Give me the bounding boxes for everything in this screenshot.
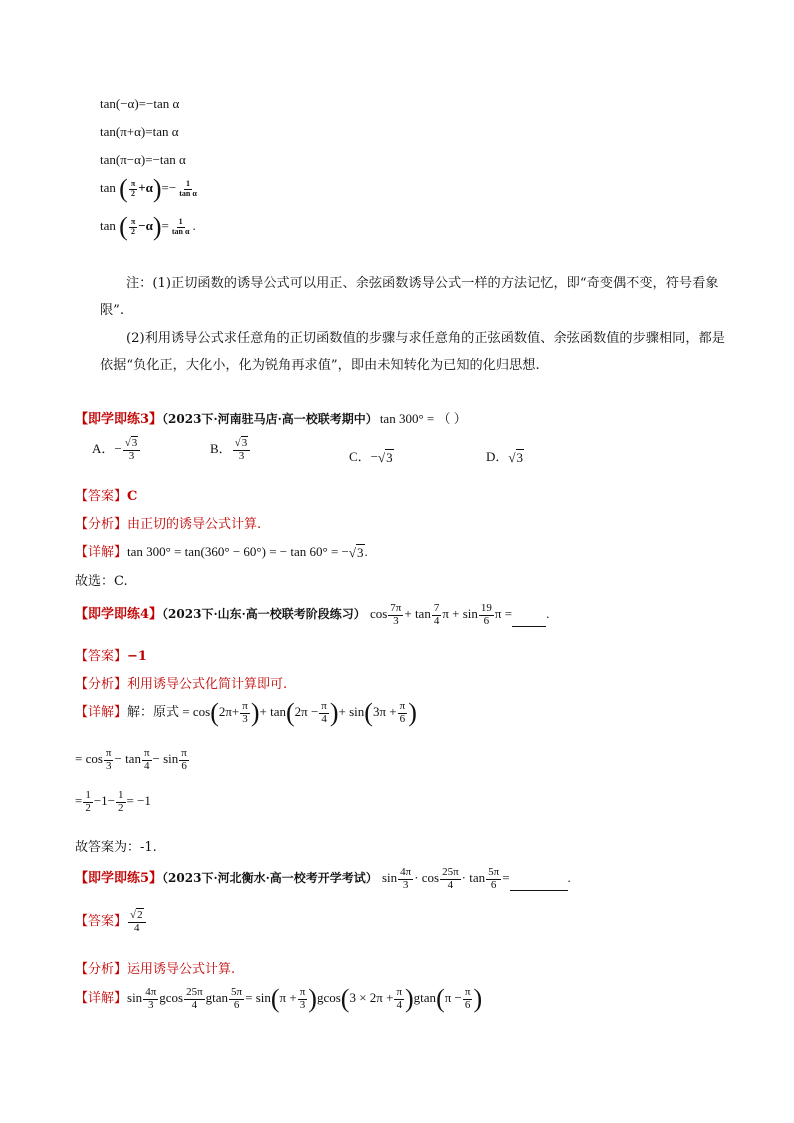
formula-inner: −α <box>138 217 153 233</box>
expr-part: = sin <box>245 989 271 1005</box>
expr-pi-sin: π + sin <box>442 606 478 622</box>
expr-part: + sin <box>338 703 365 719</box>
expr-part: − sin <box>152 751 179 767</box>
expr-part: · cos <box>414 870 440 886</box>
detail-radicand: 3 <box>357 545 364 561</box>
frac-den: 3 <box>299 998 306 1011</box>
formula-frac-den: 2 <box>131 226 135 236</box>
analysis-text: 运用诱导公式计算. <box>127 962 236 977</box>
frac-num: π <box>321 699 327 712</box>
detail-label: 【详解】 <box>75 544 128 559</box>
frac-den: 6 <box>181 759 187 772</box>
frac-den: 4 <box>447 878 454 891</box>
answer-value: C <box>127 489 138 504</box>
expr-part: gtan <box>205 989 229 1005</box>
option-radicand: 3 <box>131 437 138 449</box>
question-3-conclusion: 故选：C. <box>75 574 128 589</box>
option-den: 3 <box>128 449 135 462</box>
expr-part: = cos <box>75 751 103 767</box>
frac-num: 19 <box>480 602 492 614</box>
option-label: D． <box>486 449 509 464</box>
option-c[interactable]: C．−√3 <box>349 449 393 466</box>
question-tag: 【即学即练3】 <box>75 412 163 427</box>
detail-text: tan 300° = tan(360° − 60°) = − tan 60° = − <box>127 544 349 559</box>
expr-part: + tan <box>259 703 286 719</box>
frac-num: 7π <box>390 602 402 614</box>
frac-den: 4 <box>143 759 150 772</box>
formula-eq: =− <box>161 179 177 195</box>
analysis-label: 【分析】 <box>75 677 128 692</box>
answer-den: 4 <box>134 921 140 934</box>
expr-tan: + tan <box>404 606 431 622</box>
question-source: （2023下·山东·高一校联考阶段练习） <box>162 607 366 622</box>
option-sign: − <box>370 449 379 464</box>
frac-den: 3 <box>242 712 248 725</box>
frac-den: 4 <box>321 712 327 725</box>
formula-rhs-den: tan α <box>179 188 197 198</box>
question-source: （2023下·河北衡水·高一校考开学考试） <box>162 871 378 886</box>
expr-part: −1− <box>93 793 116 809</box>
expr-part: · tan <box>461 870 486 886</box>
frac-den: 3 <box>393 614 399 627</box>
frac-den: 2 <box>118 801 124 814</box>
detail-label: 【详解】 <box>75 703 128 719</box>
formula-rhs-num: 1 <box>186 179 190 189</box>
question-4-conclusion: 故答案为：-1. <box>75 840 157 855</box>
expr-part: − tan <box>114 751 141 767</box>
question-tag: 【即学即练4】 <box>75 607 163 623</box>
question-4-header <box>75 603 549 627</box>
answer-label: 【答案】 <box>75 489 128 504</box>
expr-part: = <box>75 793 83 809</box>
option-b[interactable]: B． $\frac{√3}{3}$ <box>210 438 251 462</box>
expr-part: gtan <box>413 989 437 1005</box>
formula-inner: +α <box>138 179 153 195</box>
formula-frac-num: π <box>130 179 136 189</box>
expr-part: gcos <box>316 989 341 1005</box>
frac-den: 3 <box>147 998 154 1011</box>
frac-den: 3 <box>105 759 112 772</box>
option-label: A． <box>92 441 115 457</box>
question-tag: 【即学即练5】 <box>75 871 163 887</box>
answer-blank[interactable] <box>512 612 546 627</box>
frac-num: 5π <box>231 985 243 998</box>
option-den: 3 <box>238 449 245 462</box>
expr-end: . <box>546 606 550 622</box>
formula-rhs-den: tan α <box>171 226 190 236</box>
analysis-label: 【分析】 <box>75 962 128 977</box>
detail-intro: 解：原式 = cos <box>127 703 211 719</box>
expr-part: 2π − <box>294 703 319 719</box>
note-paragraph-1: 注：(1)正切函数的诱导公式可以用正、余弦函数诱导公式一样的方法记忆，即“奇变偶不变，符号看象限”. <box>100 276 719 318</box>
question-4-detail-line-2 <box>75 748 190 772</box>
frac-den: 6 <box>399 712 406 725</box>
note-paragraph-2: (2)利用诱导公式求任意角的正切函数值的步骤与求任意角的正弦函数值、余弦函数值的步骤相同，都是依据“负化正，大化小，化为锐角再求值”，即由未知转化为已知的化归思想. <box>100 331 725 373</box>
formula-eq: = <box>161 217 169 233</box>
formula-tan-label: tan <box>100 217 116 233</box>
formula-tan-neg-alpha: tan(−α)=−tan α <box>100 96 180 111</box>
answer-radicand: 2 <box>137 909 143 921</box>
expr-part: π − <box>444 989 462 1005</box>
option-d[interactable]: D．√3 <box>486 449 524 466</box>
question-4-answer <box>75 645 147 664</box>
question-4-detail-line-3 <box>75 790 151 814</box>
frac-num: 5π <box>488 866 500 878</box>
answer-blank[interactable] <box>510 876 568 891</box>
expr-part: 2π+ <box>218 703 240 719</box>
question-stem: tan 300° = （ ） <box>379 411 467 426</box>
frac-num: π <box>242 699 248 712</box>
option-radicand: 3 <box>386 450 393 466</box>
option-sign: − <box>114 441 122 457</box>
question-4-detail-line-1: 【详解】解：原式 = cos(2π+ $\frac{\pi}{3}$ )+ tan(2π − $\frac{\pi}{4}$ )+ sin(3π + $\frac{\pi}{6}$ ) <box>75 698 417 727</box>
option-label: B． <box>210 441 232 457</box>
frac-num: 25π <box>186 985 203 998</box>
frac-num: π <box>299 985 306 998</box>
formula-tan-label: tan <box>100 179 116 195</box>
expr-part: 3π + <box>372 703 397 719</box>
expr-part: 3 × 2π + <box>349 989 394 1005</box>
frac-num: π <box>181 747 187 759</box>
frac-den: 4 <box>396 998 402 1011</box>
expr-end: . <box>567 870 571 886</box>
formula-frac-den: 2 <box>131 188 135 198</box>
frac-den: 6 <box>464 998 471 1011</box>
frac-num: 7 <box>433 602 440 614</box>
formula-tan-pi-minus-alpha: tan(π−α)=−tan α <box>100 152 186 167</box>
frac-num: π <box>105 747 112 759</box>
detail-label: 【详解】 <box>75 989 128 1005</box>
frac-den: 4 <box>433 614 440 627</box>
question-4-analysis <box>75 673 287 692</box>
frac-den: 3 <box>402 878 409 891</box>
option-radicand: 3 <box>516 450 524 466</box>
formula-rhs-num: 1 <box>178 217 183 227</box>
formula-tan-pi-plus-alpha: tan(π+α)=tan α <box>100 124 179 139</box>
question-3-analysis <box>75 513 261 532</box>
analysis-label: 【分析】 <box>75 517 128 532</box>
expr-pi-eq: π = <box>494 606 513 622</box>
question-source: （2023下·河南驻马店·高一校联考期中） <box>162 412 378 426</box>
analysis-text: 利用诱导公式化简计算即可. <box>127 677 288 692</box>
answer-value: −1 <box>127 649 147 664</box>
frac-num: 1 <box>118 789 124 801</box>
frac-den: 6 <box>483 614 490 627</box>
formula-end: . <box>192 217 196 233</box>
frac-den: 4 <box>191 998 198 1011</box>
expr-part: π + <box>279 989 297 1005</box>
detail-end: . <box>364 544 368 559</box>
option-a[interactable]: A．− $\frac{√3}{3}$ <box>92 438 141 462</box>
frac-num: π <box>143 747 150 759</box>
formula-tan-half-pi-plus-alpha: tan ( $\frac{\pi}{2}$ +α)=− $\frac{1}{\text{tan α}}$ <box>100 174 197 203</box>
frac-num: 4π <box>400 866 412 878</box>
expr-part: = −1 <box>126 793 151 809</box>
frac-num: π <box>396 985 402 998</box>
question-3-answer <box>75 485 137 504</box>
frac-num: π <box>399 699 406 712</box>
frac-den: 2 <box>85 801 91 814</box>
formula-tan-half-pi-minus-alpha: tan ( $\frac{\pi}{2}$ −α)= $\frac{1}{\text{tan α}}$ . <box>100 212 196 241</box>
question-3-header <box>75 408 467 427</box>
expr-cos: cos <box>369 606 388 622</box>
frac-num: π <box>464 985 471 998</box>
option-radicand: 3 <box>241 437 248 449</box>
expr-part: sin <box>127 989 143 1005</box>
expr-part: sin <box>381 870 398 886</box>
expr-part: = <box>502 870 510 886</box>
option-label: C． <box>349 449 371 464</box>
question-5-header <box>75 867 571 891</box>
frac-num: 25π <box>442 866 459 878</box>
answer-label: 【答案】 <box>75 649 128 664</box>
question-5-detail: 【详解】sin $\frac{4\pi}{3}$ gcos $\frac{25\pi}{4}$ gtan $\frac{5\pi}{6}$ = sin(π + $\frac{\pi}{3}$ )gcos(3 × 2π + $\frac{\pi}{4}$ )gtan(π − $\frac{\pi}{6}$ ) <box>75 984 483 1013</box>
formula-frac-num: π <box>130 217 136 227</box>
question-5-answer: 【答案】 $\frac{√2}{4}$ <box>75 910 147 934</box>
question-3-detail: 【详解】tan 300° = tan(360° − 60°) = − tan 60° = −√3. <box>75 544 368 561</box>
frac-num: 1 <box>85 789 91 801</box>
question-5-analysis <box>75 958 235 977</box>
expr-part: gcos <box>159 989 184 1005</box>
answer-label: 【答案】 <box>75 913 128 929</box>
analysis-text: 由正切的诱导公式计算. <box>127 517 262 532</box>
frac-den: 6 <box>490 878 497 891</box>
frac-den: 6 <box>233 998 240 1011</box>
frac-num: 4π <box>145 985 157 998</box>
